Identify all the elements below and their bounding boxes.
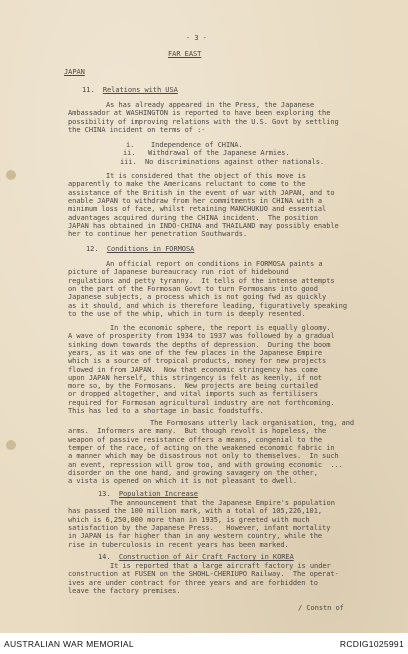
archive-reference: RCDIG1025991 [339, 639, 404, 649]
punch-hole [6, 440, 16, 450]
heading-14: 14. Construction of Air Craft Factory in KOREA [98, 553, 294, 561]
heading-11: 11. Relations with USA [82, 86, 178, 94]
archive-footer [0, 633, 408, 654]
term-item: ii. Withdrawal of the Japanese Armies. [123, 149, 290, 158]
punch-hole [6, 170, 16, 180]
continuation-note: / Constn of [298, 604, 344, 612]
term-item: i. Independence of CHINA. [126, 141, 243, 149]
archive-name: AUSTRALIAN WAR MEMORIAL [4, 639, 134, 649]
term-item: iii. No discriminations against other nationals. [120, 157, 325, 166]
country-heading: JAPAN [64, 68, 85, 76]
document-page: - 3 - FAR EAST JAPAN 11. Relations with USA As has already appeared in the Press, the Japanese Ambassador at WASHINGTON is reported to have been exploring the possibility of improving relations with the U.S. Govt by settling the CHINA incident on terms of :- i. Independence of CHINA. ii. Withdrawal of the Japanese Armies. iii. No discriminations against other nationals. It is considered that the object of this move is apparently to make the Americans reluctant to come to the assistance of the British in the event of war with JAPAN, and to enable JAPAN to withdraw from her commitments in CHINA with a minimum loss of face, whilst retaining MANCHUKUO and essential advantages acquired during the CHINA incident. The position JAPAN has obtained in INDO-CHINA and THAILAND may possibly enable her to continue her penetration Southwards. 12. Conditions in FORMOSA An official report on conditions in FORMOSA paints a picture of Japanese bureaucracy run riot of hidebound regulations and petty tyranny. It tells of the intense attempts on the part of the Formosan Govt to turn Formosans into good Japanese subjects, a process which is not going fwd as quickly as it should, and which is therefore leading, figuratively speaking to the use of the whip, which in turn is deeply resented. In the economic sphere, the report is equally gloomy. A wave of prosperity from 1934 to 1937 was followed by a gradual sinking down towards the depths of depression. During the boom years, as it was one of the few places in the Japanese Empire which is a source of tropical products, money for new projects flowed in from JAPAN. Now that economic stringency has come upon JAPAN herself, this stringency is felt as keenly, if not more so, by the Formosans. New projects are being curtailed or dropped altogether, and vital imports such as fertilisers required for Formosan agricultural industry are not forthcoming. This has led to a shortage in basic foodstuffs. The Formosans utterly lack organisation, tng, and arms. Informers are many. But though revolt is hopeless, the weapon of passive resistance offers a means, congenial to the temper of the race, of acting on the weakened economic fabric in a manner which may be disastrous not only to themselves. In such an event, repression will grow too, and with growing economic ... disorder on the one hand, and growing savagery on the other, a vista is opened on which it is not pleasant to dwell. 13. Population Increase The announcement that the Japanese Empire's population has passed the 100 million mark, with a total of 105,226,101, which is 6,250,000 more than in 1935, is greeted with much satisfaction by the Japanese Press. However, infant mortality in JAPAN is far higher than in any western country, while the rise in tuberculosis in recent years has been marked. 14. Construction of Air Craft Factory in KOREA It is reported that a large aircraft factory is under construction at FUSEN on the SHOHL-CHERIUPO Railway. The operat- ives are under contract for three years and are forbidden to leave the factory premises. / Constn of [0, 0, 408, 633]
heading-12: 12. Conditions in FORMOSA [86, 245, 195, 253]
section-header: FAR EAST [168, 50, 202, 58]
page-number: - 3 - [186, 34, 207, 42]
heading-13: 13. Population Increase [98, 490, 198, 498]
